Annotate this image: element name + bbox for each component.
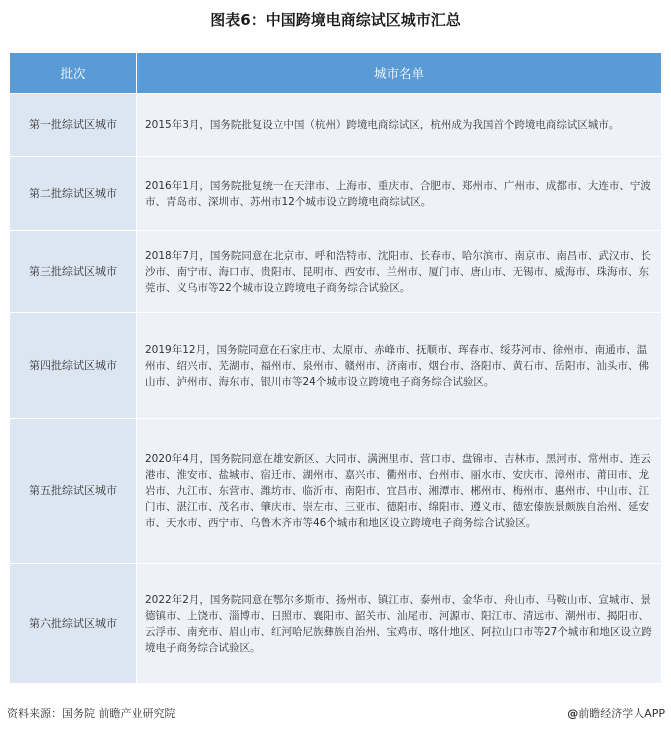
brand-name: 前瞻经济学人APP <box>578 707 665 720</box>
city-list-cell: 2018年7月，国务院同意在北京市、呼和浩特市、沈阳市、长春市、哈尔滨市、南京市、南昌市、武汉市、长沙市、南宁市、海口市、贵阳市、昆明市、西安市、兰州市、厦门市、唐山市、无锡市、威海市、珠海市、东莞市、义乌市等22个城市设立跨境电子商务综合试验区。 <box>137 231 662 313</box>
header-city-list: 城市名单 <box>137 53 662 94</box>
at-sign: @ <box>567 707 579 720</box>
summary-table <box>9 52 662 684</box>
table-header-row <box>10 53 662 94</box>
city-list-cell: 2019年12月，国务院同意在石家庄市、太原市、赤峰市、抚顺市、珲春市、绥芬河市、徐州市、南通市、温州市、绍兴市、芜湖市、福州市、泉州市、赣州市、济南市、烟台市、洛阳市、黄石市、岳阳市、汕头市、佛山市、泸州市、海东市、银川市等24个城市设立跨境电子商务综合试验区。 <box>137 313 662 419</box>
chart-title: 图表6：中国跨境电商综试区城市汇总 <box>210 11 461 29</box>
table-row <box>10 564 662 684</box>
brand-credit <box>567 704 665 724</box>
batch-cell: 第五批综试区城市 <box>10 419 137 564</box>
table-row <box>10 231 662 313</box>
table-row <box>10 419 662 564</box>
city-list-cell: 2020年4月，国务院同意在雄安新区、大同市、满洲里市、营口市、盘锦市、吉林市、黑河市、常州市、连云港市、淮安市、盐城市、宿迁市、湖州市、嘉兴市、衢州市、台州市、丽水市、安庆市、漳州市、莆田市、龙岩市、九江市、东营市、潍坊市、临沂市、南阳市、宜昌市、湘潭市、郴州市、梅州市、惠州市、中山市、江门市、湛江市、茂名市、肇庆市、崇左市、三亚市、德阳市、绵阳市、遵义市、德宏傣族景颇族自治州、延安市、天水市、西宁市、乌鲁木齐市等46个城市和地区设立跨境电子商务综合试验区。 <box>137 419 662 564</box>
batch-cell: 第三批综试区城市 <box>10 231 137 313</box>
city-list-cell: 2022年2月，国务院同意在鄂尔多斯市、扬州市、镇江市、泰州市、金华市、舟山市、马鞍山市、宣城市、景德镇市、上饶市、淄博市、日照市、襄阳市、韶关市、汕尾市、河源市、阳江市、清远市、潮州市、揭阳市、云浮市、南充市、眉山市、红河哈尼族彝族自治州、宝鸡市、喀什地区、阿拉山口市等27个城市和地区设立跨境电子商务综合试验区。 <box>137 564 662 684</box>
source-note: 资料来源：国务院 前瞻产业研究院 <box>7 707 176 720</box>
batch-cell: 第四批综试区城市 <box>10 313 137 419</box>
header-batch: 批次 <box>10 53 137 94</box>
table-row <box>10 157 662 231</box>
city-list-cell: 2016年1月，国务院批复统一在天津市、上海市、重庆市、合肥市、郑州市、广州市、成都市、大连市、宁波市、青岛市、深圳市、苏州市12个城市设立跨境电商综试区。 <box>137 157 662 231</box>
footer <box>0 704 671 724</box>
batch-cell: 第六批综试区城市 <box>10 564 137 684</box>
table-row <box>10 94 662 157</box>
city-list-cell: 2015年3月，国务院批复设立中国（杭州）跨境电商综试区，杭州成为我国首个跨境电商综试区城市。 <box>137 94 662 157</box>
table-row <box>10 313 662 419</box>
batch-cell: 第二批综试区城市 <box>10 157 137 231</box>
batch-cell: 第一批综试区城市 <box>10 94 137 157</box>
